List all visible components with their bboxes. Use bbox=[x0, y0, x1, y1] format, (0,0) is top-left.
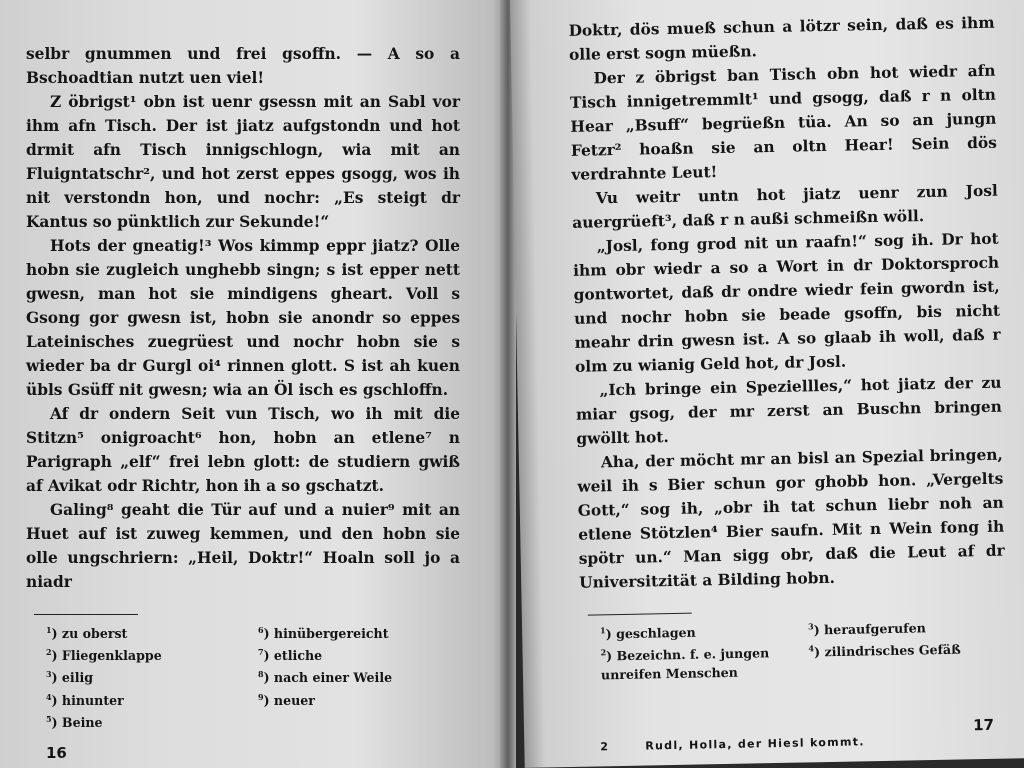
footnote: $^6$) hinübergereicht bbox=[258, 625, 389, 642]
footnote-divider bbox=[34, 614, 138, 615]
paragraph: Der z öbrigst ban Tisch obn hot wiedr afn Tisch innigetremmlt¹ und gsogg, daß r n oltn Hear „Bsuff“ begrüeßn tüa. An so an jungn Fetzr² hoaßn sie an oltn Hear! Sein dös verdrahnte Leut! bbox=[569, 61, 998, 184]
paragraph: Vu weitr untn hot jiatz uenr zun Josl auergrüeft³, daß r n außi schmeißn wöll. bbox=[572, 181, 998, 232]
left-page bbox=[0, 0, 508, 768]
right-page bbox=[510, 0, 1024, 768]
paragraph: Z öbrigst¹ obn ist uenr gsessn mit an Sabl vor ihm afn Tisch. Der ist jiatz aufgstondn und hot drmit afn Tisch innigschlogn, wia mit an Fluigntatschr², und hot zerst eppes gsogg, wos ih nit verstondn hon, und nochr: „Es steigt dr Kantus so pünktlich zur Sekunde!“ bbox=[26, 93, 460, 231]
footnotes bbox=[580, 614, 1007, 686]
paragraph: Galing⁸ geaht die Tür auf und a nuier⁹ mit an Huet auf ist zuweg kemmen, und den hobn sie olle ungschriern: „Heil, Doktr!“ Hoaln soll jo a niadr bbox=[26, 501, 460, 591]
footnotes bbox=[26, 621, 460, 732]
signature-text: Rudl, Holla, der Hiesl kommt. bbox=[645, 735, 865, 753]
paragraph: „Josl, fong grod nit un raafn!“ sog ih. Dr hot ihm obr wiedr a so a Wort in dr Doktorsproch gontwortet, daß dr ondre wiedr fein gwordn ist, und nochr hobn sie beade gsoffn, bis nicht meahr drin gwesn ist. A so glaab ih woll, daß r olm zu wianig Geld hot, dr Josl. bbox=[573, 229, 1001, 376]
printer-signature bbox=[600, 735, 865, 753]
footnote: $^8$) nach einer Weile bbox=[258, 669, 393, 686]
footnote: $^3$) heraufgerufen bbox=[807, 620, 926, 638]
paragraph: selbr gnummen und frei gsoffn. — A so a Bschoadtian nutzt uen viel! bbox=[26, 45, 460, 87]
footnote: $^5$) Beine bbox=[46, 713, 103, 730]
paragraph: Af dr ondern Seit vun Tisch, wo ih mit die Stitzn⁵ onigroacht⁶ hon, hobn an etlene⁷ n Parigraph „elf“ frei lebn glott: de studiern gwiß af Avikat odr Richtr, hon ih a so gschatzt. bbox=[26, 405, 460, 495]
footnote: $^3$) eilig bbox=[46, 669, 94, 686]
footnote-column bbox=[798, 614, 1007, 681]
footnote-column bbox=[580, 618, 799, 686]
page-number: 16 bbox=[46, 744, 67, 762]
footnote: $^2$) Fliegenklappe bbox=[46, 647, 162, 664]
signature-number: 2 bbox=[600, 740, 610, 754]
page-number: 17 bbox=[972, 715, 995, 735]
paragraph: Hots der gneatig!³ Wos kimmp eppr jiatz? Olle hobn sie zugleich unghebb singn; s ist epper nett gwesn, man hot sie mindigens gheart. Voll s Gsong gor gwesn ist, hobn sie anondr so eppes Lateinisches zuegrüest und nochr hobn sie s wieder ba dr Gurgl oi⁴ rinnen glott. S ist ah kuen übls Gsüff nit gwesn; wia an Öl isch es gschloffn. bbox=[26, 237, 460, 399]
paragraph: Doktr, dös mueß schun a lötzr sein, daß es ihm olle erst sogn müeßn. bbox=[568, 13, 995, 64]
paragraph: Aha, der möcht mr an bisl an Spezial bringen, weil ih s Bier schun gor ghobb hon. „Vergelts Gott,“ sog ih, „obr ih tat schun liebr noh an etlene Stötzlen⁴ Bier saufn. Mit n Wein fong ih spötr un.“ Man sigg obr, daß die Leut af dr Universitzität a Bilding hobn. bbox=[577, 445, 1005, 592]
footnote-divider bbox=[588, 613, 692, 616]
footnote: $^1$) geschlagen bbox=[600, 624, 696, 642]
footnote: $^1$) zu oberst bbox=[46, 625, 128, 642]
left-page-body bbox=[26, 42, 460, 594]
footnote-column bbox=[248, 621, 460, 732]
right-page-body bbox=[568, 11, 1005, 595]
footnote: $^2$) Bezeichn. f. e. jungen unreifen Menschen bbox=[600, 645, 770, 683]
paragraph: „Ich bringe ein Speziellles,“ hot jiatz der zu miar gsog, der mr zerst an Buschn bringen gwöllt hot. bbox=[575, 373, 1003, 448]
footnote: $^4$) hinunter bbox=[46, 691, 124, 708]
footnote: $^4$) zilindrisches Gefäß bbox=[808, 641, 961, 660]
footnote: $^7$) etliche bbox=[258, 647, 323, 664]
footnote: $^9$) neuer bbox=[258, 691, 315, 708]
footnote-column bbox=[26, 621, 248, 732]
